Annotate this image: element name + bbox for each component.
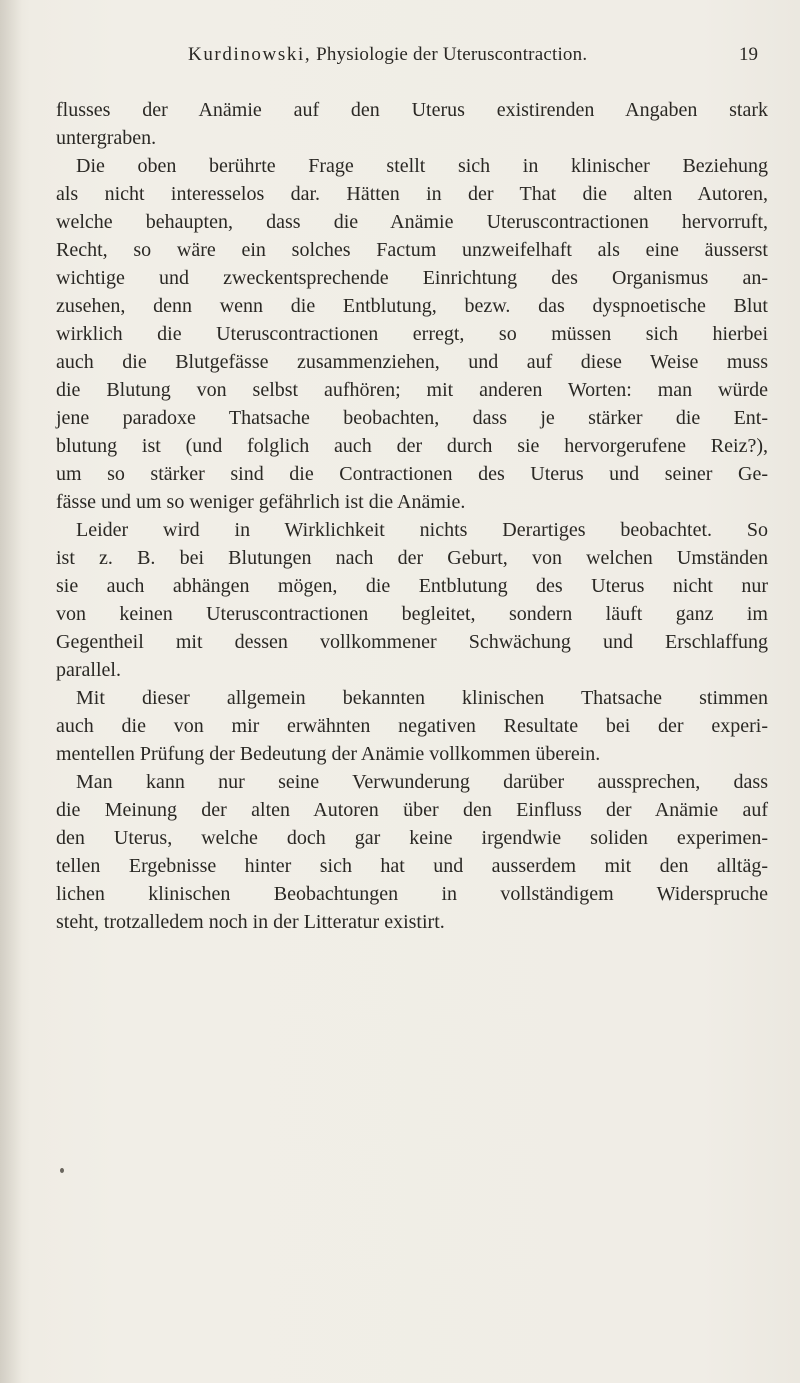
text-line: die Blutung von selbst aufhören; mit anderen Worten: man würde xyxy=(56,379,768,401)
text-line: auch die Blutgefässe zusammenziehen, und auf diese Weise muss xyxy=(56,351,768,373)
text-line: untergraben. xyxy=(56,127,157,149)
text-line: die Meinung der alten Autoren über den Einfluss der Anämie auf xyxy=(56,799,768,821)
text-line: Man kann nur seine Verwunderung darüber aussprechen, dass xyxy=(76,771,768,793)
text-line: tellen Ergebnisse hinter sich hat und ausserdem mit den alltäg- xyxy=(56,855,768,877)
text-line: parallel. xyxy=(56,659,121,681)
page-number: 19 xyxy=(739,44,758,65)
text-line: wirklich die Uteruscontractionen erregt, so müssen sich hierbei xyxy=(56,323,768,345)
text-line: mentellen Prüfung der Bedeutung der Anämie vollkommen überein. xyxy=(56,743,601,765)
text-line: welche behaupten, dass die Anämie Uteruscontractionen hervorruft, xyxy=(56,211,768,233)
page-edge-shadow xyxy=(0,0,22,1383)
running-head xyxy=(188,44,587,66)
paragraph xyxy=(56,516,768,684)
text-line: von keinen Uteruscontractionen begleitet, sondern läuft ganz im xyxy=(56,603,768,625)
text-line: blutung ist (und folglich auch der durch sie hervorgerufene Reiz?), xyxy=(56,435,768,457)
paper-speck xyxy=(60,1168,64,1173)
text-line: Leider wird in Wirklichkeit nichts Derartiges beobachtet. So xyxy=(76,519,768,541)
paragraph xyxy=(56,684,768,768)
paragraph xyxy=(56,152,768,516)
text-line: Die oben berührte Frage stellt sich in klinischer Beziehung xyxy=(76,155,768,177)
paragraph xyxy=(56,768,768,936)
text-line: flusses der Anämie auf den Uterus existirenden Angaben stark xyxy=(56,99,768,121)
text-line: um so stärker sind die Contractionen des Uterus und seiner Ge- xyxy=(56,463,768,485)
text-line: wichtige und zweckentsprechende Einrichtung des Organismus an- xyxy=(56,267,768,289)
text-line: steht, trotzalledem noch in der Litteratur existirt. xyxy=(56,911,445,933)
text-line: sie auch abhängen mögen, die Entblutung des Uterus nicht nur xyxy=(56,575,768,597)
text-line: fässe und um so weniger gefährlich ist die Anämie. xyxy=(56,491,466,513)
running-head-author: Kurdinowski, xyxy=(188,44,312,65)
text-line: auch die von mir erwähnten negativen Resultate bei der experi- xyxy=(56,715,768,737)
text-line: ist z. B. bei Blutungen nach der Geburt, von welchen Umständen xyxy=(56,547,768,569)
text-line: zusehen, denn wenn die Entblutung, bezw. das dyspnoetische Blut xyxy=(56,295,768,317)
text-line: jene paradoxe Thatsache beobachten, dass je stärker die Ent- xyxy=(56,407,768,429)
running-head-title: Physiologie der Uteruscontraction. xyxy=(316,44,588,65)
text-line: Recht, so wäre ein solches Factum unzweifelhaft als eine äusserst xyxy=(56,239,768,261)
text-line: Mit dieser allgemein bekannten klinischen Thatsache stimmen xyxy=(76,687,768,709)
text-line: als nicht interesselos dar. Hätten in der That die alten Autoren, xyxy=(56,183,768,205)
paragraph xyxy=(56,96,768,152)
text-line: Gegentheil mit dessen vollkommener Schwächung und Erschlaffung xyxy=(56,631,768,653)
text-line: den Uterus, welche doch gar keine irgendwie soliden experimen- xyxy=(56,827,768,849)
body-text xyxy=(56,96,768,936)
text-line: lichen klinischen Beobachtungen in vollständigem Widerspruche xyxy=(56,883,768,905)
page-header xyxy=(56,44,768,74)
